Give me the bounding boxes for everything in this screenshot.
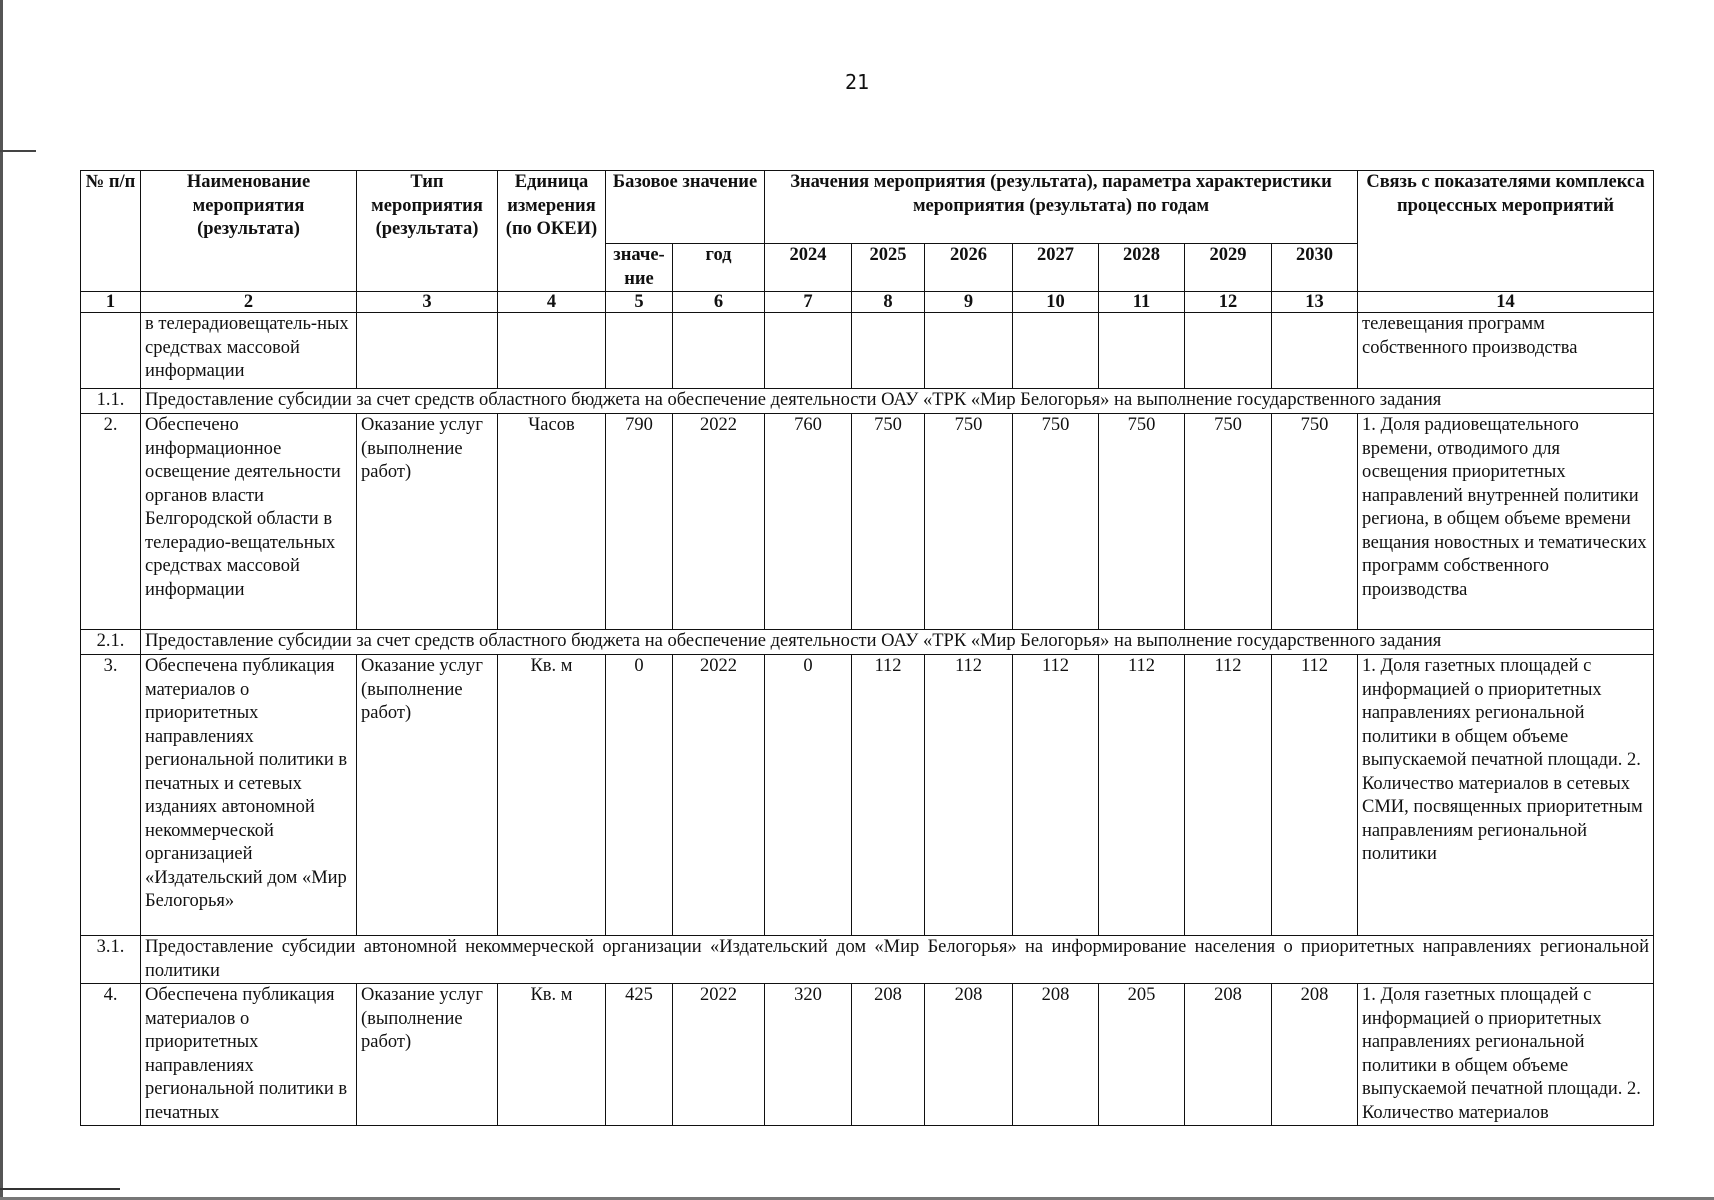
column-number: 3 [357, 292, 498, 313]
section-number: 1.1. [81, 389, 141, 414]
measure-type: Оказание услуг (выполнение работ) [357, 414, 498, 630]
header-year: 2027 [1013, 244, 1099, 292]
table-row [81, 313, 1654, 389]
row-number: 2. [81, 414, 141, 630]
column-number: 4 [498, 292, 606, 313]
section-text: Предоставление субсидии за счет средств областного бюджета на обеспечение деятельности ОАУ «ТРК «Мир Белогорья» на выполнение государственного задания [141, 389, 1654, 414]
scan-mark [0, 1188, 120, 1190]
header-num: № п/п [81, 171, 141, 292]
table-row [81, 655, 1654, 936]
base-year: 2022 [673, 984, 765, 1126]
header-year: 2030 [1272, 244, 1358, 292]
column-number: 10 [1013, 292, 1099, 313]
unit: Кв. м [498, 984, 606, 1126]
year-value: 208 [852, 984, 925, 1126]
year-value: 208 [925, 984, 1013, 1126]
table-row [81, 414, 1654, 630]
year-value: 750 [1185, 414, 1272, 630]
column-number: 6 [673, 292, 765, 313]
year-value: 205 [1099, 984, 1185, 1126]
indicator-link: 1. Доля газетных площадей с информацией о приоритетных направлениях региональной политики в общем объеме выпускаемой печатной площади. 2. Количество материалов в сетевых СМИ, посвященных приоритетным направлениям региональной политики [1358, 655, 1654, 936]
header-base-value: значе-ние [606, 244, 673, 292]
year-value: 320 [765, 984, 852, 1126]
column-number: 1 [81, 292, 141, 313]
year-value: 208 [1272, 984, 1358, 1126]
header-year: 2029 [1185, 244, 1272, 292]
year-value: 760 [765, 414, 852, 630]
year-value: 208 [1013, 984, 1099, 1126]
section-row [81, 630, 1654, 655]
year-value: 112 [1099, 655, 1185, 936]
header-years-group: Значения мероприятия (результата), параметра характеристики мероприятия (результата) по годам [765, 171, 1358, 244]
year-value: 112 [1185, 655, 1272, 936]
column-number: 13 [1272, 292, 1358, 313]
section-row [81, 389, 1654, 414]
measure-name: Обеспечена публикация материалов о приоритетных направлениях региональной политики в печатных [141, 984, 357, 1126]
measure-type: Оказание услуг (выполнение работ) [357, 984, 498, 1126]
column-number: 7 [765, 292, 852, 313]
scan-mark [0, 150, 36, 152]
header-year: 2028 [1099, 244, 1185, 292]
column-number: 8 [852, 292, 925, 313]
section-text: Предоставление субсидии автономной некоммерческой организации «Издательский дом «Мир Белогорья» на информирование населения о приоритетных направлениях региональной политики [141, 936, 1654, 984]
year-value: 750 [1013, 414, 1099, 630]
year-value: 750 [925, 414, 1013, 630]
year-value: 750 [1272, 414, 1358, 630]
header-row [81, 171, 1654, 244]
year-value: 112 [1013, 655, 1099, 936]
year-value: 208 [1185, 984, 1272, 1126]
header-type: Тип мероприятия (результата) [357, 171, 498, 292]
header-year: 2024 [765, 244, 852, 292]
base-year: 2022 [673, 414, 765, 630]
column-number: 11 [1099, 292, 1185, 313]
unit: Кв. м [498, 655, 606, 936]
header-base-group: Базовое значение [606, 171, 765, 244]
row-number: 3. [81, 655, 141, 936]
measures-table [80, 170, 1654, 1126]
section-row [81, 936, 1654, 984]
scan-edge [0, 0, 3, 1200]
indicator-link: 1. Доля газетных площадей с информацией о приоритетных направлениях региональной политики в общем объеме выпускаемой печатной площади. 2. Количество материалов [1358, 984, 1654, 1126]
section-number: 2.1. [81, 630, 141, 655]
column-number: 14 [1358, 292, 1654, 313]
year-value: 0 [765, 655, 852, 936]
column-number: 5 [606, 292, 673, 313]
table-row [81, 984, 1654, 1126]
section-number: 3.1. [81, 936, 141, 984]
indicator-link: 1. Доля радиовещательного времени, отводимого для освещения приоритетных направлений внутренней политики региона, в общем объеме времени вещания новостных и тематических программ собственного производства [1358, 414, 1654, 630]
base-year: 2022 [673, 655, 765, 936]
measure-name: Обеспечено информационное освещение деятельности органов власти Белгородской области в телерадио-вещательных средствах массовой информации [141, 414, 357, 630]
header-year: 2026 [925, 244, 1013, 292]
base-value: 0 [606, 655, 673, 936]
measure-type: Оказание услуг (выполнение работ) [357, 655, 498, 936]
year-value: 750 [1099, 414, 1185, 630]
header-name: Наименование мероприятия (результата) [141, 171, 357, 292]
base-value: 425 [606, 984, 673, 1126]
column-number-row [81, 292, 1654, 313]
header-unit: Единица измерения (по ОКЕИ) [498, 171, 606, 292]
year-value: 112 [1272, 655, 1358, 936]
header-link: Связь с показателями комплекса процессных мероприятий [1358, 171, 1654, 292]
base-value: 790 [606, 414, 673, 630]
measure-name: в телерадиовещатель-ных средствах массовой информации [141, 313, 357, 389]
page-number: 21 [844, 70, 870, 94]
column-number: 12 [1185, 292, 1272, 313]
measure-name: Обеспечена публикация материалов о приоритетных направлениях региональной политики в печатных и сетевых изданиях автономной некоммерческой организацией «Издательский дом «Мир Белогорья» [141, 655, 357, 936]
header-base-year: год [673, 244, 765, 292]
column-number: 9 [925, 292, 1013, 313]
indicator-link: телевещания программ собственного производства [1358, 313, 1654, 389]
year-value: 750 [852, 414, 925, 630]
column-number: 2 [141, 292, 357, 313]
section-text: Предоставление субсидии за счет средств областного бюджета на обеспечение деятельности ОАУ «ТРК «Мир Белогорья» на выполнение государственного задания [141, 630, 1654, 655]
year-value: 112 [852, 655, 925, 936]
header-year: 2025 [852, 244, 925, 292]
row-number: 4. [81, 984, 141, 1126]
unit: Часов [498, 414, 606, 630]
year-value: 112 [925, 655, 1013, 936]
